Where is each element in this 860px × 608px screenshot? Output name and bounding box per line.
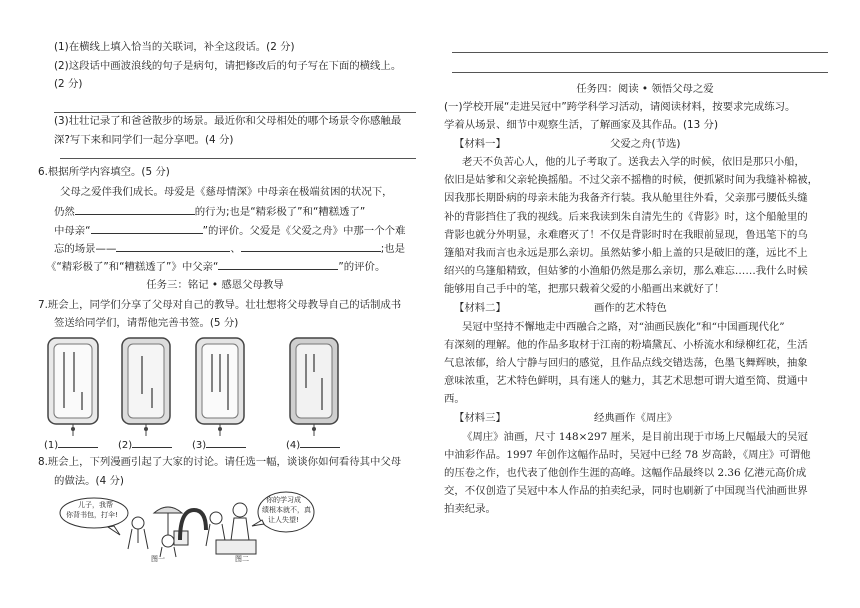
blank-5[interactable]: [218, 258, 338, 270]
question-3-line2: 深?写下来和同学们一起分享吧。(4 分): [54, 134, 234, 146]
task-4-heading: 任务四：阅读 • 领悟父母之爱: [576, 83, 714, 95]
answer-line-q3[interactable]: [60, 158, 416, 159]
q6-line1: 父母之爱伴我们成长。母爱是《慈母情深》中母亲在极端贫困的状况下，: [60, 186, 393, 198]
question-7-line2: 签送给同学们，请帮他完善书签。(5 分): [54, 317, 239, 329]
m3-line-2: 中油彩作品。1997 年创作这幅作品时，吴冠中已经 78 岁高龄，《周庄》可谓他: [444, 449, 811, 461]
material-1-title: 父爱之舟(节选): [610, 138, 681, 150]
comic-2-caption: 图二: [235, 555, 249, 563]
m3-line-5: 拍卖纪录。: [444, 503, 496, 515]
bookmark-3-shape: [192, 332, 248, 440]
blank-3[interactable]: [116, 240, 230, 252]
blank-2[interactable]: [91, 222, 203, 234]
reading-intro-line2: 学着从场景、细节中观察生活，了解画家及其作品。(13 分): [444, 119, 719, 131]
m1-line-6: 篷船对我而言也永远是那么亲切。虽然姑爹小船上盖的只是破旧的蓬，远比不上: [444, 247, 808, 259]
answer-line-q2[interactable]: [54, 112, 416, 113]
m3-line-1: 《周庄》油画，尺寸 148×297 厘米，是目前出现于市场上尺幅最大的吴冠: [462, 431, 808, 443]
bookmark-3-answer[interactable]: (3): [192, 436, 246, 451]
m1-line-1: 老天不负苦心人，他的儿子考取了。送我去入学的时候，依旧是那只小船，: [462, 156, 805, 168]
m1-line-8: 能够用自己手中的笔，把那只载着父爱的小船画出来就好了！: [444, 283, 725, 295]
material-3-tag: 【材料三】: [454, 412, 506, 424]
question-8-line2: 的做法。(4 分): [54, 475, 124, 487]
m2-line-2: 有深刻的理解。他的作品多取材于江南的粉墙黛瓦、小桥流水和绿柳红花，生活: [444, 339, 808, 351]
bookmark-4-answer[interactable]: (4): [286, 436, 340, 451]
material-1-tag: 【材料一】: [454, 138, 506, 150]
answer-line-r1[interactable]: [452, 52, 828, 53]
m3-line-4: 交，不仅创造了吴冠中本人作品的拍卖纪录，同时也刷新了中国现当代油画世界: [444, 485, 808, 497]
bookmark-2: [118, 332, 174, 440]
material-3-title: 经典画作《周庄》: [594, 412, 678, 424]
blank-4[interactable]: [241, 240, 381, 252]
material-2-title: 画作的艺术特色: [594, 302, 667, 314]
question-2-line2: (2 分): [54, 78, 83, 90]
m1-line-5: 背影也就分外明显，永难磨灭了！不仅是背影时时在我眼前显现，鲁迅笔下的乌: [444, 229, 808, 241]
answer-line-r2[interactable]: [452, 72, 828, 73]
m2-line-1: 吴冠中坚持不懈地走中西融合之路，对“油画民族化”和“中国画现代化”: [462, 321, 785, 333]
comic-1-bubble-line2: 你背书包，打伞!: [66, 511, 118, 519]
q6-line2: 仍然 的行为;也是“精彩极了”和“糟糕透了”: [54, 203, 365, 219]
question-7-line1: 7.班会上，同学们分享了父母对自己的教导。壮壮想将父母教导自己的话制成书: [38, 299, 402, 311]
bookmark-1-answer[interactable]: (1): [44, 436, 98, 451]
reading-intro-line1: (一)学校开展“走进吴冠中”跨学科学习活动，请阅读材料，按要求完成练习。: [444, 101, 796, 113]
q6-line5: 《“精彩极了”和“糟糕透了”》中父亲“ ”的评价。: [46, 258, 385, 274]
task-3-heading: 任务三：铭记 • 感恩父母教导: [146, 279, 284, 291]
q6-line4: 忘的场景—— 、 ;也是: [54, 240, 405, 256]
m2-line-5: 西。: [444, 393, 465, 405]
bookmark-4-shape: [286, 332, 342, 440]
m1-line-7: 绍兴的乌篷船精致，但姑爹的小渔船仍然是那么亲切，那么难忘……我什么时候: [444, 265, 808, 277]
question-8-line1: 8.班会上，下列漫画引起了大家的讨论。请任选一幅，谈谈你如何看待其中父母: [38, 456, 402, 468]
comic-2: [176, 490, 316, 558]
question-3-line1: (3)壮壮记录了和爸爸散步的场景。最近你和父母相处的哪个场景令你感触最: [54, 115, 402, 127]
comic-2-bubble-line2: 绩根本就不，真: [262, 506, 311, 514]
question-6-title: 6.根据所学内容填空。(5 分): [38, 166, 170, 178]
blank-1[interactable]: [75, 203, 195, 215]
m1-line-3: 因我那长期卧病的母亲未能为我备齐行装。我从舱里往外看，父亲那弓腰低头缝: [444, 192, 808, 204]
q6-line3: 中母亲“ ”的评价。父爱是《父爱之舟》中那一个个难: [54, 222, 405, 238]
question-1: (1)在横线上填入恰当的关联词，补全这段话。(2 分): [54, 41, 295, 53]
bookmark-4: [286, 332, 342, 440]
bookmark-3: [192, 332, 248, 440]
m1-line-2: 依旧是姑爹和父亲轮换摇船。不过父亲不摇橹的时候，便抓紧时间为我缝补棉被，: [444, 174, 819, 186]
bookmark-2-shape: [118, 332, 174, 440]
m3-line-3: 的压卷之作，也代表了他创作生涯的高峰。这幅作品最终以 2.36 亿港元高价成: [444, 467, 807, 479]
m2-line-4: 意味浓重，艺术特色鲜明，具有迷人的魅力，其艺术思想可谓大道至简、贯通中: [444, 375, 808, 387]
comic-2-bubble-line3: 让人失望!: [268, 516, 299, 524]
m2-line-3: 气息浓郁，给人宁静与回归的感觉，且作品点线交错迭荡，色墨飞舞辉映，抽象: [444, 357, 808, 369]
bookmark-1-shape: [44, 332, 102, 440]
comic-1-bubble-line1: 儿子，我帮: [78, 501, 113, 509]
material-2-tag: 【材料二】: [454, 302, 506, 314]
bookmark-1: [44, 332, 102, 440]
bookmark-2-answer[interactable]: (2): [118, 436, 172, 451]
question-2-line1: (2)这段话中画波浪线的句子是病句，请把修改后的句子写在下面的横线上。: [54, 60, 402, 72]
m1-line-4: 补的背影挡住了我的视线。后来我读到朱自清先生的《背影》时，这个船舱里的: [444, 211, 808, 223]
comic-1-caption: 图一: [151, 555, 165, 563]
comic-2-bubble-line1: 你的学习成: [266, 496, 301, 504]
